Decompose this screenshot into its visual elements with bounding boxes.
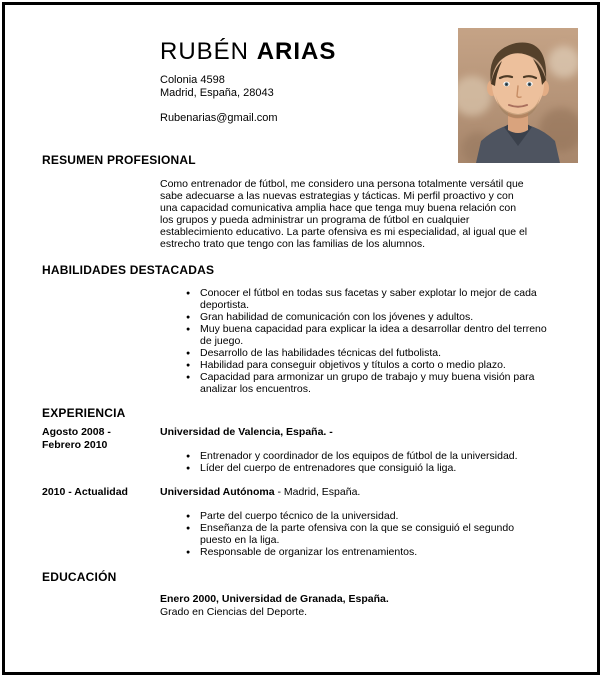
skill-item: ● Desarrollo de las habilidades técnicas del futbolista. (185, 347, 547, 359)
section-title-experiencia: EXPERIENCIA (42, 406, 126, 420)
skills-list (185, 287, 547, 395)
job-dates: 2010 - Actualidad (42, 486, 128, 498)
job-duties-list (185, 450, 547, 474)
duty-item: ● Entrenador y coordinador de los equipos de fútbol de la universidad. (185, 450, 547, 462)
address-line-1: Colonia 4598 (160, 74, 225, 86)
employer-name: Universidad Autónoma (160, 486, 275, 498)
employer-name: Universidad de Valencia, España. - (160, 426, 333, 438)
duty-item: ● Líder del cuerpo de entrenadores que consiguió la liga. (185, 462, 547, 474)
skill-item: ● Muy buena capacidad para explicar la idea a desarrollar dentro del terreno de juego. (185, 323, 547, 347)
duty-item: ● Enseñanza de la parte ofensiva con la que se consiguió el segundo puesto en la liga. (185, 522, 547, 546)
email-text: Rubenarias@gmail.com (160, 112, 278, 124)
address-line-2: Madrid, España, 28043 (160, 87, 274, 99)
portrait-photo-image (458, 28, 578, 163)
education-degree-line: Grado en Ciencias del Deporte. (160, 606, 308, 618)
experience-entry (42, 426, 560, 474)
employer-location: - Madrid, España. (274, 486, 361, 498)
duty-item: ● Responsable de organizar los entrenamientos. (185, 546, 547, 558)
education-school-line: Enero 2000, Universidad de Granada, España. (160, 593, 389, 605)
first-name: RUBÉN (160, 38, 250, 65)
skill-item: ● Capacidad para armonizar un grupo de trabajo y muy buena visión para analizar los encuentros. (185, 371, 547, 395)
cv-page (2, 2, 600, 675)
skill-item: ● Conocer el fútbol en todas sus facetas y saber explotar lo mejor de cada deportista. (185, 287, 547, 311)
duty-item: ● Parte del cuerpo técnico de la universidad. (185, 510, 547, 522)
portrait-photo (458, 28, 578, 163)
job-employer (160, 486, 560, 499)
job-employer (160, 426, 560, 439)
job-duties-list (185, 510, 547, 558)
section-title-educacion: EDUCACIÓN (42, 570, 117, 584)
section-title-resumen-profesional: RESUMEN PROFESIONAL (42, 153, 196, 167)
skill-item: ● Gran habilidad de comunicación con los jóvenes y adultos. (185, 311, 547, 323)
cv-header (42, 38, 560, 125)
job-details (160, 486, 560, 558)
section-title-habilidades-destacadas: HABILIDADES DESTACADAS (42, 263, 215, 277)
experience-entry (42, 486, 560, 558)
resumen-paragraph: Como entrenador de fútbol, me considero una persona totalmente versátil que sabe adecuarse a las nuevas estrategias y tácticas. Mi perfil proactivo y con una capacidad comunicativa amplia hace que tenga muy buena relación con los grupos y pueda administrar un programa de fútbol en cualquier establecimiento educativo. La parte ofensiva es mi especialidad, al igual que el estrecho trato que tengo con las familias de los alumnos. (160, 178, 528, 250)
education-entry (160, 593, 560, 619)
job-dates: Agosto 2008 - Febrero 2010 (42, 426, 111, 451)
job-details (160, 426, 560, 474)
last-name: ARIAS (256, 38, 337, 65)
skill-item: ● Habilidad para conseguir objetivos y títulos a corto o medio plazo. (185, 359, 547, 371)
